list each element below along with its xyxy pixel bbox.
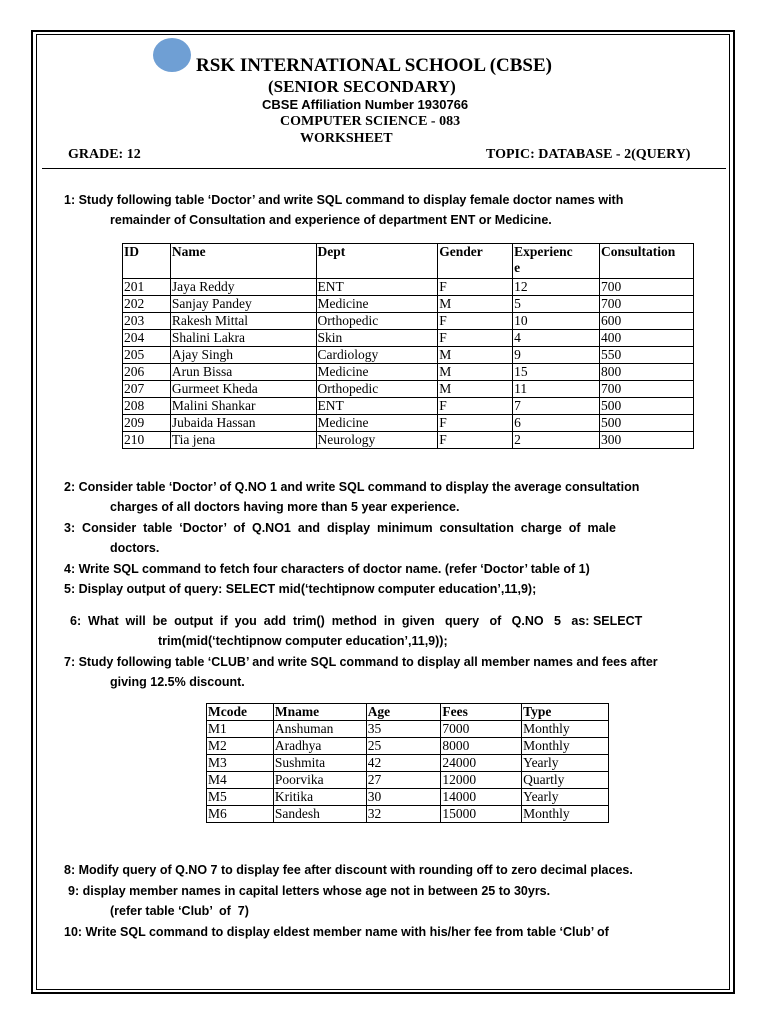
club-table-cell: Anshuman	[273, 721, 366, 738]
doctor-table-cell: Arun Bissa	[170, 364, 316, 381]
doctor-table-cell: Medicine	[316, 415, 438, 432]
club-table-cell: Aradhya	[273, 738, 366, 755]
club-table-cell: Poorvika	[273, 772, 366, 789]
question-6-line-1: 6: What will be output if you add trim() method in given query of Q.NO 5 as: SELECT	[70, 614, 643, 628]
club-table-cell: M3	[207, 755, 274, 772]
club-table-cell: Yearly	[522, 789, 609, 806]
doctor-table-cell: 206	[123, 364, 171, 381]
club-table-cell: 14000	[441, 789, 522, 806]
doctor-table-cell: Orthopedic	[316, 381, 438, 398]
club-table-row	[207, 772, 609, 789]
doctor-header-id: ID	[123, 244, 171, 279]
question-3-line-2: doctors.	[110, 541, 160, 555]
doctor-table-cell: M	[438, 347, 513, 364]
school-name: RSK INTERNATIONAL SCHOOL (CBSE)	[196, 55, 552, 76]
club-header-fees: Fees	[441, 704, 522, 721]
doctor-table-cell: 400	[600, 330, 694, 347]
doctor-table-cell: 209	[123, 415, 171, 432]
grade-label: GRADE: 12	[68, 147, 141, 162]
question-7-line-2: giving 12.5% discount.	[110, 675, 245, 689]
doctor-table-cell: Shalini Lakra	[170, 330, 316, 347]
doctor-table-cell: M	[438, 381, 513, 398]
club-table-cell: M6	[207, 806, 274, 823]
doctor-table-cell: 203	[123, 313, 171, 330]
club-header-age: Age	[366, 704, 441, 721]
doctor-table-row	[123, 330, 694, 347]
doctor-table-cell: 550	[600, 347, 694, 364]
doctor-table-cell: 600	[600, 313, 694, 330]
club-table-row	[207, 755, 609, 772]
school-level: (SENIOR SECONDARY)	[268, 77, 456, 96]
club-table-header	[207, 704, 609, 721]
doctor-table-cell: 10	[513, 313, 600, 330]
doctor-table-cell: F	[438, 279, 513, 296]
club-table-cell: 32	[366, 806, 441, 823]
doctor-table-row	[123, 415, 694, 432]
doctor-table-cell: 5	[513, 296, 600, 313]
doctor-table-cell: 7	[513, 398, 600, 415]
doctor-table-cell: 2	[513, 432, 600, 449]
question-2-line-2: charges of all doctors having more than 5 year experience.	[110, 500, 460, 514]
club-table-cell: Quartly	[522, 772, 609, 789]
doctor-table-cell: F	[438, 415, 513, 432]
doctor-table-cell: 700	[600, 296, 694, 313]
question-6-line-2: trim(mid(‘techtipnow computer education’,11,9));	[158, 634, 448, 648]
doctor-table-cell: 205	[123, 347, 171, 364]
club-header-type: Type	[522, 704, 609, 721]
doctor-table-cell: Cardiology	[316, 347, 438, 364]
club-table-cell: 42	[366, 755, 441, 772]
affiliation-number: CBSE Affiliation Number 1930766	[262, 97, 469, 112]
doctor-table-cell: Ajay Singh	[170, 347, 316, 364]
doctor-header-gender: Gender	[438, 244, 513, 279]
club-table-cell: Monthly	[522, 721, 609, 738]
club-table-cell: Sandesh	[273, 806, 366, 823]
club-table-cell: Kritika	[273, 789, 366, 806]
doctor-table-cell: 11	[513, 381, 600, 398]
club-table-cell: 7000	[441, 721, 522, 738]
question-4: 4: Write SQL command to fetch four characters of doctor name. (refer ‘Doctor’ table of 1)	[64, 562, 590, 576]
doctor-header-consultation: Consultation	[600, 244, 694, 279]
doctor-table-header	[123, 244, 694, 279]
doctor-table-cell: 6	[513, 415, 600, 432]
doctor-table-cell: 700	[600, 381, 694, 398]
doctor-table-cell: 4	[513, 330, 600, 347]
question-8: 8: Modify query of Q.NO 7 to display fee after discount with rounding off to zero decimal places.	[64, 863, 633, 877]
club-table-cell: 35	[366, 721, 441, 738]
document-type: WORKSHEET	[300, 131, 393, 146]
doctor-table-cell: Medicine	[316, 296, 438, 313]
question-7-line-1: 7: Study following table ‘CLUB’ and write SQL command to display all member names and fees after	[64, 655, 658, 669]
club-table-cell: 25	[366, 738, 441, 755]
question-9-line-1: 9: display member names in capital letters whose age not in between 25 to 30yrs.	[68, 884, 551, 898]
club-table-cell: 8000	[441, 738, 522, 755]
doctor-table-cell: Malini Shankar	[170, 398, 316, 415]
doctor-table-cell: F	[438, 432, 513, 449]
doctor-table-cell: Rakesh Mittal	[170, 313, 316, 330]
club-table	[206, 703, 609, 823]
question-10: 10: Write SQL command to display eldest member name with his/her fee from table ‘Club’ of	[64, 925, 609, 939]
doctor-table-cell: Sanjay Pandey	[170, 296, 316, 313]
question-3-line-1: 3: Consider table ‘Doctor’ of Q.NO1 and display minimum consultation charge of male	[64, 521, 616, 535]
doctor-table-cell: 208	[123, 398, 171, 415]
doctor-table-cell: 9	[513, 347, 600, 364]
doctor-table-cell: 700	[600, 279, 694, 296]
doctor-table-row	[123, 347, 694, 364]
doctor-table-row	[123, 364, 694, 381]
doctor-table-cell: ENT	[316, 279, 438, 296]
club-table-cell: M5	[207, 789, 274, 806]
doctor-table-cell: Neurology	[316, 432, 438, 449]
club-table-cell: Yearly	[522, 755, 609, 772]
club-header-mcode: Mcode	[207, 704, 274, 721]
club-table-cell: 27	[366, 772, 441, 789]
doctor-table-cell: 800	[600, 364, 694, 381]
header-divider	[42, 168, 726, 169]
club-table-cell: 15000	[441, 806, 522, 823]
doctor-table-cell: Orthopedic	[316, 313, 438, 330]
doctor-table-cell: 201	[123, 279, 171, 296]
club-table-cell: M1	[207, 721, 274, 738]
doctor-table-cell: 210	[123, 432, 171, 449]
question-1-line-1: 1: Study following table ‘Doctor’ and write SQL command to display female doctor names with	[64, 193, 624, 207]
doctor-table-row	[123, 381, 694, 398]
doctor-table-cell: Gurmeet Kheda	[170, 381, 316, 398]
club-table-cell: Monthly	[522, 738, 609, 755]
club-table-cell: 30	[366, 789, 441, 806]
question-9-line-2: (refer table ‘Club’ of 7)	[110, 904, 249, 918]
doctor-table-cell: M	[438, 364, 513, 381]
doctor-table-cell: F	[438, 313, 513, 330]
doctor-table-cell: 500	[600, 415, 694, 432]
club-table-row	[207, 806, 609, 823]
doctor-table-row	[123, 313, 694, 330]
doctor-header-dept: Dept	[316, 244, 438, 279]
doctor-table-cell: 500	[600, 398, 694, 415]
doctor-table-row	[123, 296, 694, 313]
club-table-cell: 12000	[441, 772, 522, 789]
doctor-table-cell: Jaya Reddy	[170, 279, 316, 296]
club-table-cell: Monthly	[522, 806, 609, 823]
question-5: 5: Display output of query: SELECT mid(‘techtipnow computer education’,11,9);	[64, 582, 537, 596]
topic-label: TOPIC: DATABASE - 2(QUERY)	[486, 147, 691, 162]
doctor-table-row	[123, 279, 694, 296]
club-table-cell: M2	[207, 738, 274, 755]
doctor-table	[122, 243, 694, 449]
club-table-row	[207, 738, 609, 755]
doctor-table-cell: 15	[513, 364, 600, 381]
doctor-table-cell: 300	[600, 432, 694, 449]
doctor-table-cell: Medicine	[316, 364, 438, 381]
question-2-line-1: 2: Consider table ‘Doctor’ of Q.NO 1 and write SQL command to display the average consultation	[64, 480, 640, 494]
club-header-mname: Mname	[273, 704, 366, 721]
question-1-line-2: remainder of Consultation and experience of department ENT or Medicine.	[110, 213, 552, 227]
doctor-table-cell: 204	[123, 330, 171, 347]
club-table-row	[207, 721, 609, 738]
doctor-table-cell: F	[438, 330, 513, 347]
subject-title: COMPUTER SCIENCE - 083	[280, 114, 461, 129]
doctor-table-row	[123, 432, 694, 449]
club-table-cell: M4	[207, 772, 274, 789]
doctor-table-cell: Skin	[316, 330, 438, 347]
doctor-table-cell: ENT	[316, 398, 438, 415]
doctor-table-cell: 207	[123, 381, 171, 398]
club-table-cell: 24000	[441, 755, 522, 772]
doctor-table-cell: F	[438, 398, 513, 415]
doctor-header-experience: Experienc e	[513, 244, 600, 279]
doctor-table-row	[123, 398, 694, 415]
doctor-table-cell: Jubaida Hassan	[170, 415, 316, 432]
club-table-row	[207, 789, 609, 806]
school-logo	[153, 38, 191, 72]
doctor-table-cell: 202	[123, 296, 171, 313]
club-table-cell: Sushmita	[273, 755, 366, 772]
doctor-header-name: Name	[170, 244, 316, 279]
doctor-table-cell: Tia jena	[170, 432, 316, 449]
doctor-table-cell: M	[438, 296, 513, 313]
doctor-table-cell: 12	[513, 279, 600, 296]
